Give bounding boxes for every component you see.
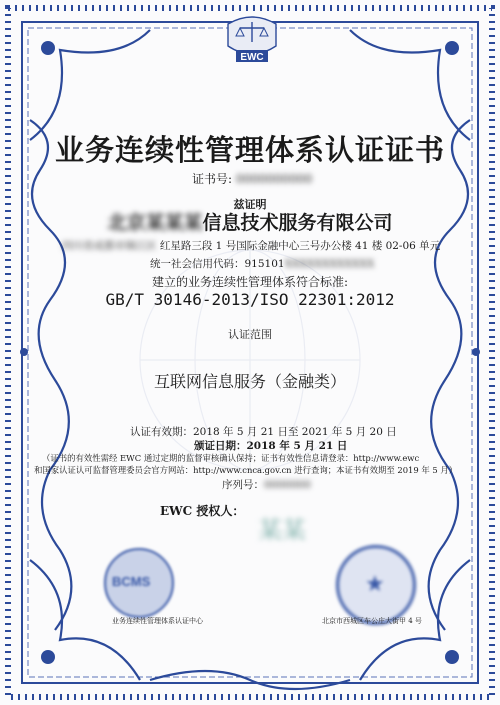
certify-label: 兹证明 (233, 198, 267, 211)
validity: 认证有效期：2018 年 5 月 21 日至 2021 年 5 月 20 日 (130, 426, 397, 438)
credit-code (150, 256, 374, 271)
company-name-visible: 信息技术服务有限公司 (202, 212, 393, 234)
company-name (0, 208, 500, 235)
scope-value: 互联网信息服务（金融类） (153, 372, 346, 391)
address-visible: 红星路三段 1 号国际金融中心三号办公楼 41 楼 02-06 单元 (159, 240, 441, 252)
left-seal-caption: 业务连续性管理体系认证中心 (112, 617, 203, 625)
standard: GB/T 30146-2013/ISO 22301:2012 (105, 290, 395, 309)
stamp-star-icon: ★ (365, 572, 385, 597)
serial-label: 序列号： (222, 479, 264, 491)
logo-text: EWC (240, 52, 264, 63)
authorized-label: EWC 授权人： (160, 504, 245, 518)
credit-code-label: 统一社会信用代码： (150, 258, 245, 270)
official-stamp (336, 545, 416, 625)
credit-code-blurred: XXXXXXXXXXXX (284, 258, 375, 270)
conform-text: 建立的业务连续性管理体系符合标准: (151, 275, 349, 289)
note-line-2: 和国家认证认可监督管理委员会官方网站：http://www.cnca.gov.cn 进行查询；本证书有效期至 2019 年 5 月） (34, 465, 458, 475)
company-name-blurred: 北京某某某 (107, 212, 203, 234)
bcms-seal-text: BCMS (112, 574, 151, 589)
right-seal-caption: 北京市西城区车公庄大街甲 4 号 (322, 617, 422, 625)
scope-label: 认证范围 (228, 328, 272, 341)
cert-number-value: 0000000000 (235, 172, 313, 186)
ewc-logo (222, 14, 282, 70)
cert-number (192, 170, 312, 187)
signature: 某某 (258, 516, 306, 544)
issue-date: 颁证日期：2018 年 5 月 21 日 (194, 440, 348, 452)
serial-number (222, 477, 311, 492)
address-blurred: 四川省成都市锦江区 (62, 240, 157, 252)
scales-of-justice-icon (222, 14, 282, 70)
company-address (62, 238, 440, 253)
cert-number-label: 证书号: (192, 172, 233, 186)
bcms-seal (104, 548, 174, 618)
note-line-1: （证书的有效性需经 EWC 通过定期的监督审核确认保持；证书有效性信息请登录：http://www.ewc (42, 453, 420, 463)
serial-value: 0000000 (264, 479, 311, 491)
certificate-title: 业务连续性管理体系认证证书 (54, 133, 445, 167)
credit-code-value: 915101 (244, 258, 285, 270)
